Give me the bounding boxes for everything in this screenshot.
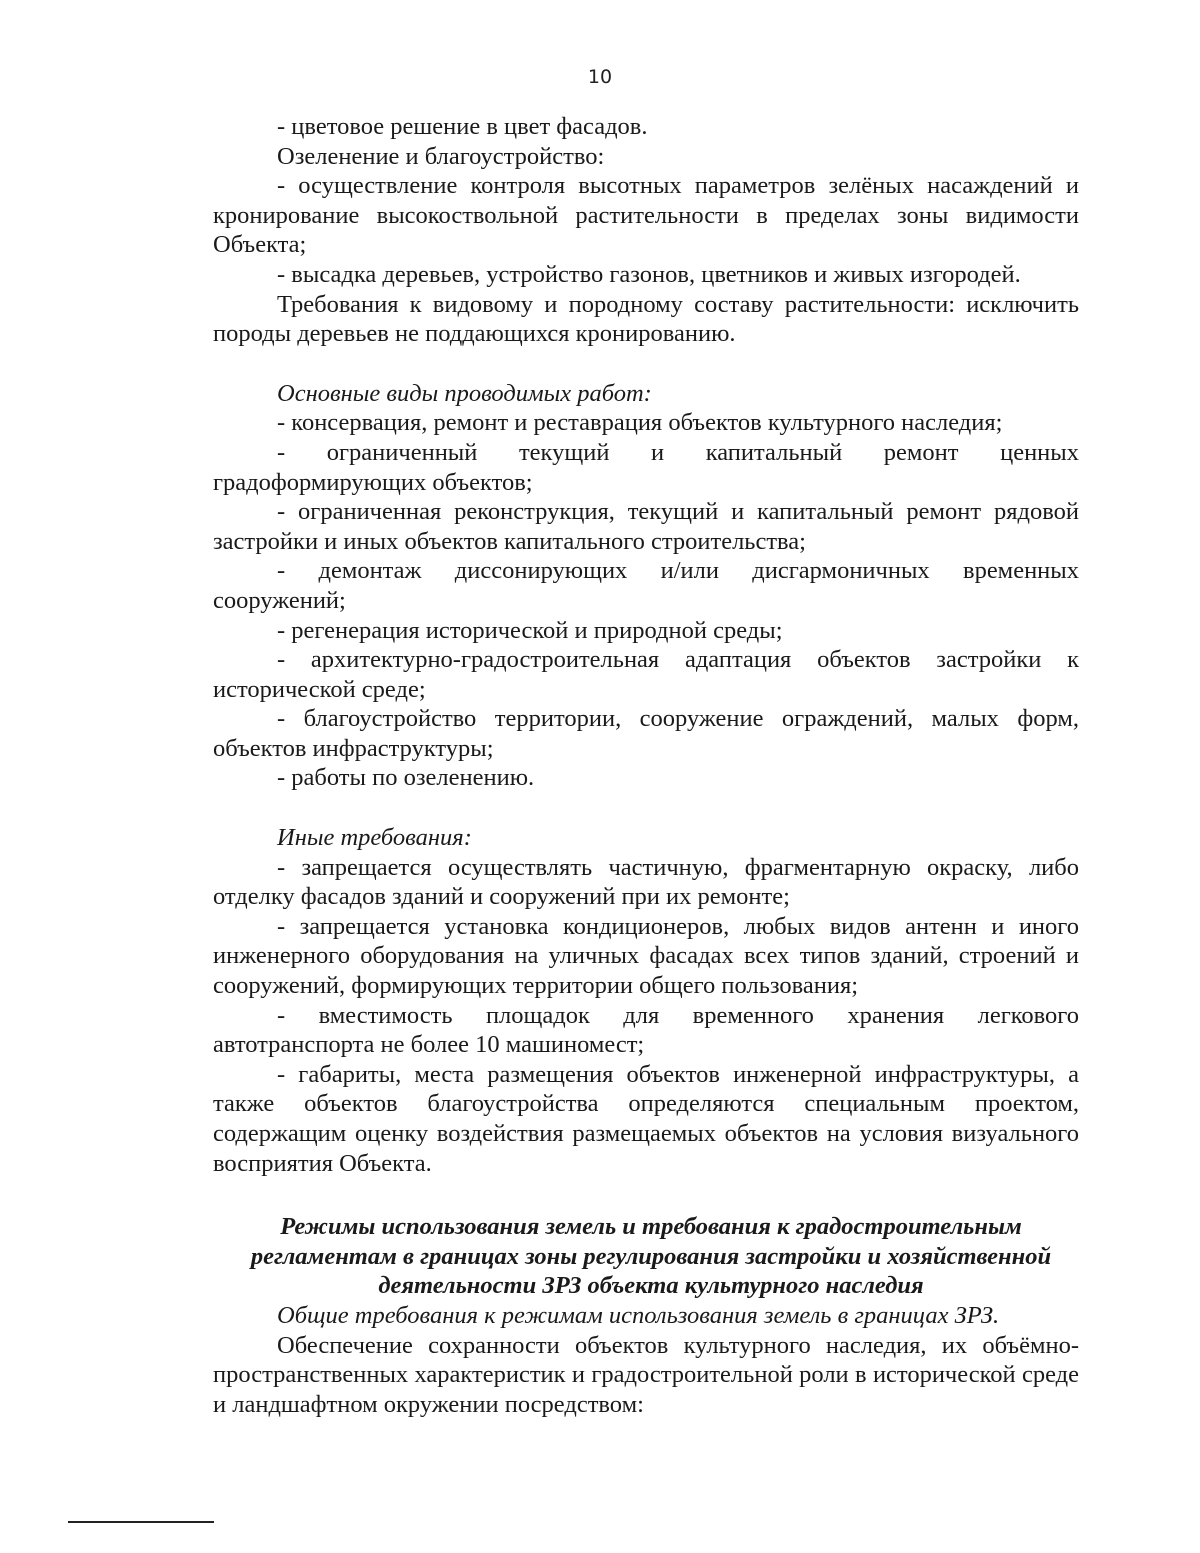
spacer (213, 349, 1079, 379)
section-paragraph: Обеспечение сохранности объектов культурного наследия, их объёмно-пространственных характеристик и градостроительной роли в исторической среде и ландшафтном окружении посредством: (213, 1331, 1079, 1418)
list-item: - запрещается осуществлять частичную, фрагментарную окраску, либо отделку фасадов зданий и сооружений при их ремонте; (213, 853, 1079, 911)
footnote-separator (68, 1521, 214, 1523)
paragraph-greening-heading: Озеленение и благоустройство: (277, 142, 605, 170)
page-number: 10 (587, 66, 613, 88)
list-item: - габариты, места размещения объектов инженерной инфраструктуры, а также объектов благоустройства определяются специальным проектом, содержащим оценку воздействия размещаемых объектов на условия визуального восприятия Объекта. (213, 1060, 1079, 1177)
list-item: - ограниченная реконструкция, текущий и капитальный ремонт рядовой застройки и иных объектов капитального строительства; (213, 498, 1079, 555)
list-item: - консервация, ремонт и реставрация объектов культурного наследия; (277, 409, 1003, 437)
heading-other-requirements: Иные требования: (277, 824, 472, 852)
section-title-line-3: деятельности ЗРЗ объекта культурного наследия (378, 1272, 924, 1300)
spacer (213, 793, 1079, 823)
paragraph-vegetation-requirements: Требования к видовому и породному составу растительности: исключить породы деревьев не поддающихся кронированию. (213, 290, 1079, 348)
list-item: - работы по озеленению. (277, 764, 535, 792)
list-item: - ограниченный текущий и капитальный ремонт ценных градоформирующих объектов; (213, 438, 1079, 496)
list-item: - демонтаж диссонирующих и/или дисгармоничных временных сооружений; (213, 557, 1079, 614)
list-item: - запрещается установка кондиционеров, любых видов антенн и иного инженерного оборудования на уличных фасадах всех типов зданий, строений и сооружений, формирующих территории общего пользования; (213, 912, 1079, 1000)
paragraph-planting: - высадка деревьев, устройство газонов, цветников и живых изгородей. (277, 260, 1021, 288)
section-title-line-2: регламентам в границах зоны регулирования застройки и хозяйственной (250, 1242, 1052, 1270)
list-item: - регенерация исторической и природной среды; (277, 616, 783, 644)
section-title-line-1: Режимы использования земель и требования к градостроительным (280, 1213, 1022, 1241)
section-subtitle: Общие требования к режимам использования земель в границах ЗРЗ. (277, 1301, 1000, 1329)
list-item: - вместимость площадок для временного хранения легкового автотранспорта не более 10 машиномест; (213, 1001, 1079, 1059)
list-item: - благоустройство территории, сооружение ограждений, малых форм, объектов инфраструктуры; (213, 705, 1079, 762)
spacer (213, 1178, 1079, 1212)
document-body (213, 112, 1079, 1419)
paragraph-color-solution: - цветовое решение в цвет фасадов. (277, 113, 648, 140)
paragraph-height-control: - осуществление контроля высотных параметров зелёных насаждений и кронирование высокоствольной растительности в пределах зоны видимости Объекта; (213, 172, 1079, 259)
list-item: - архитектурно-градостроительная адаптация объектов застройки к исторической среде; (213, 646, 1079, 703)
heading-main-works: Основные виды проводимых работ: (277, 379, 652, 407)
